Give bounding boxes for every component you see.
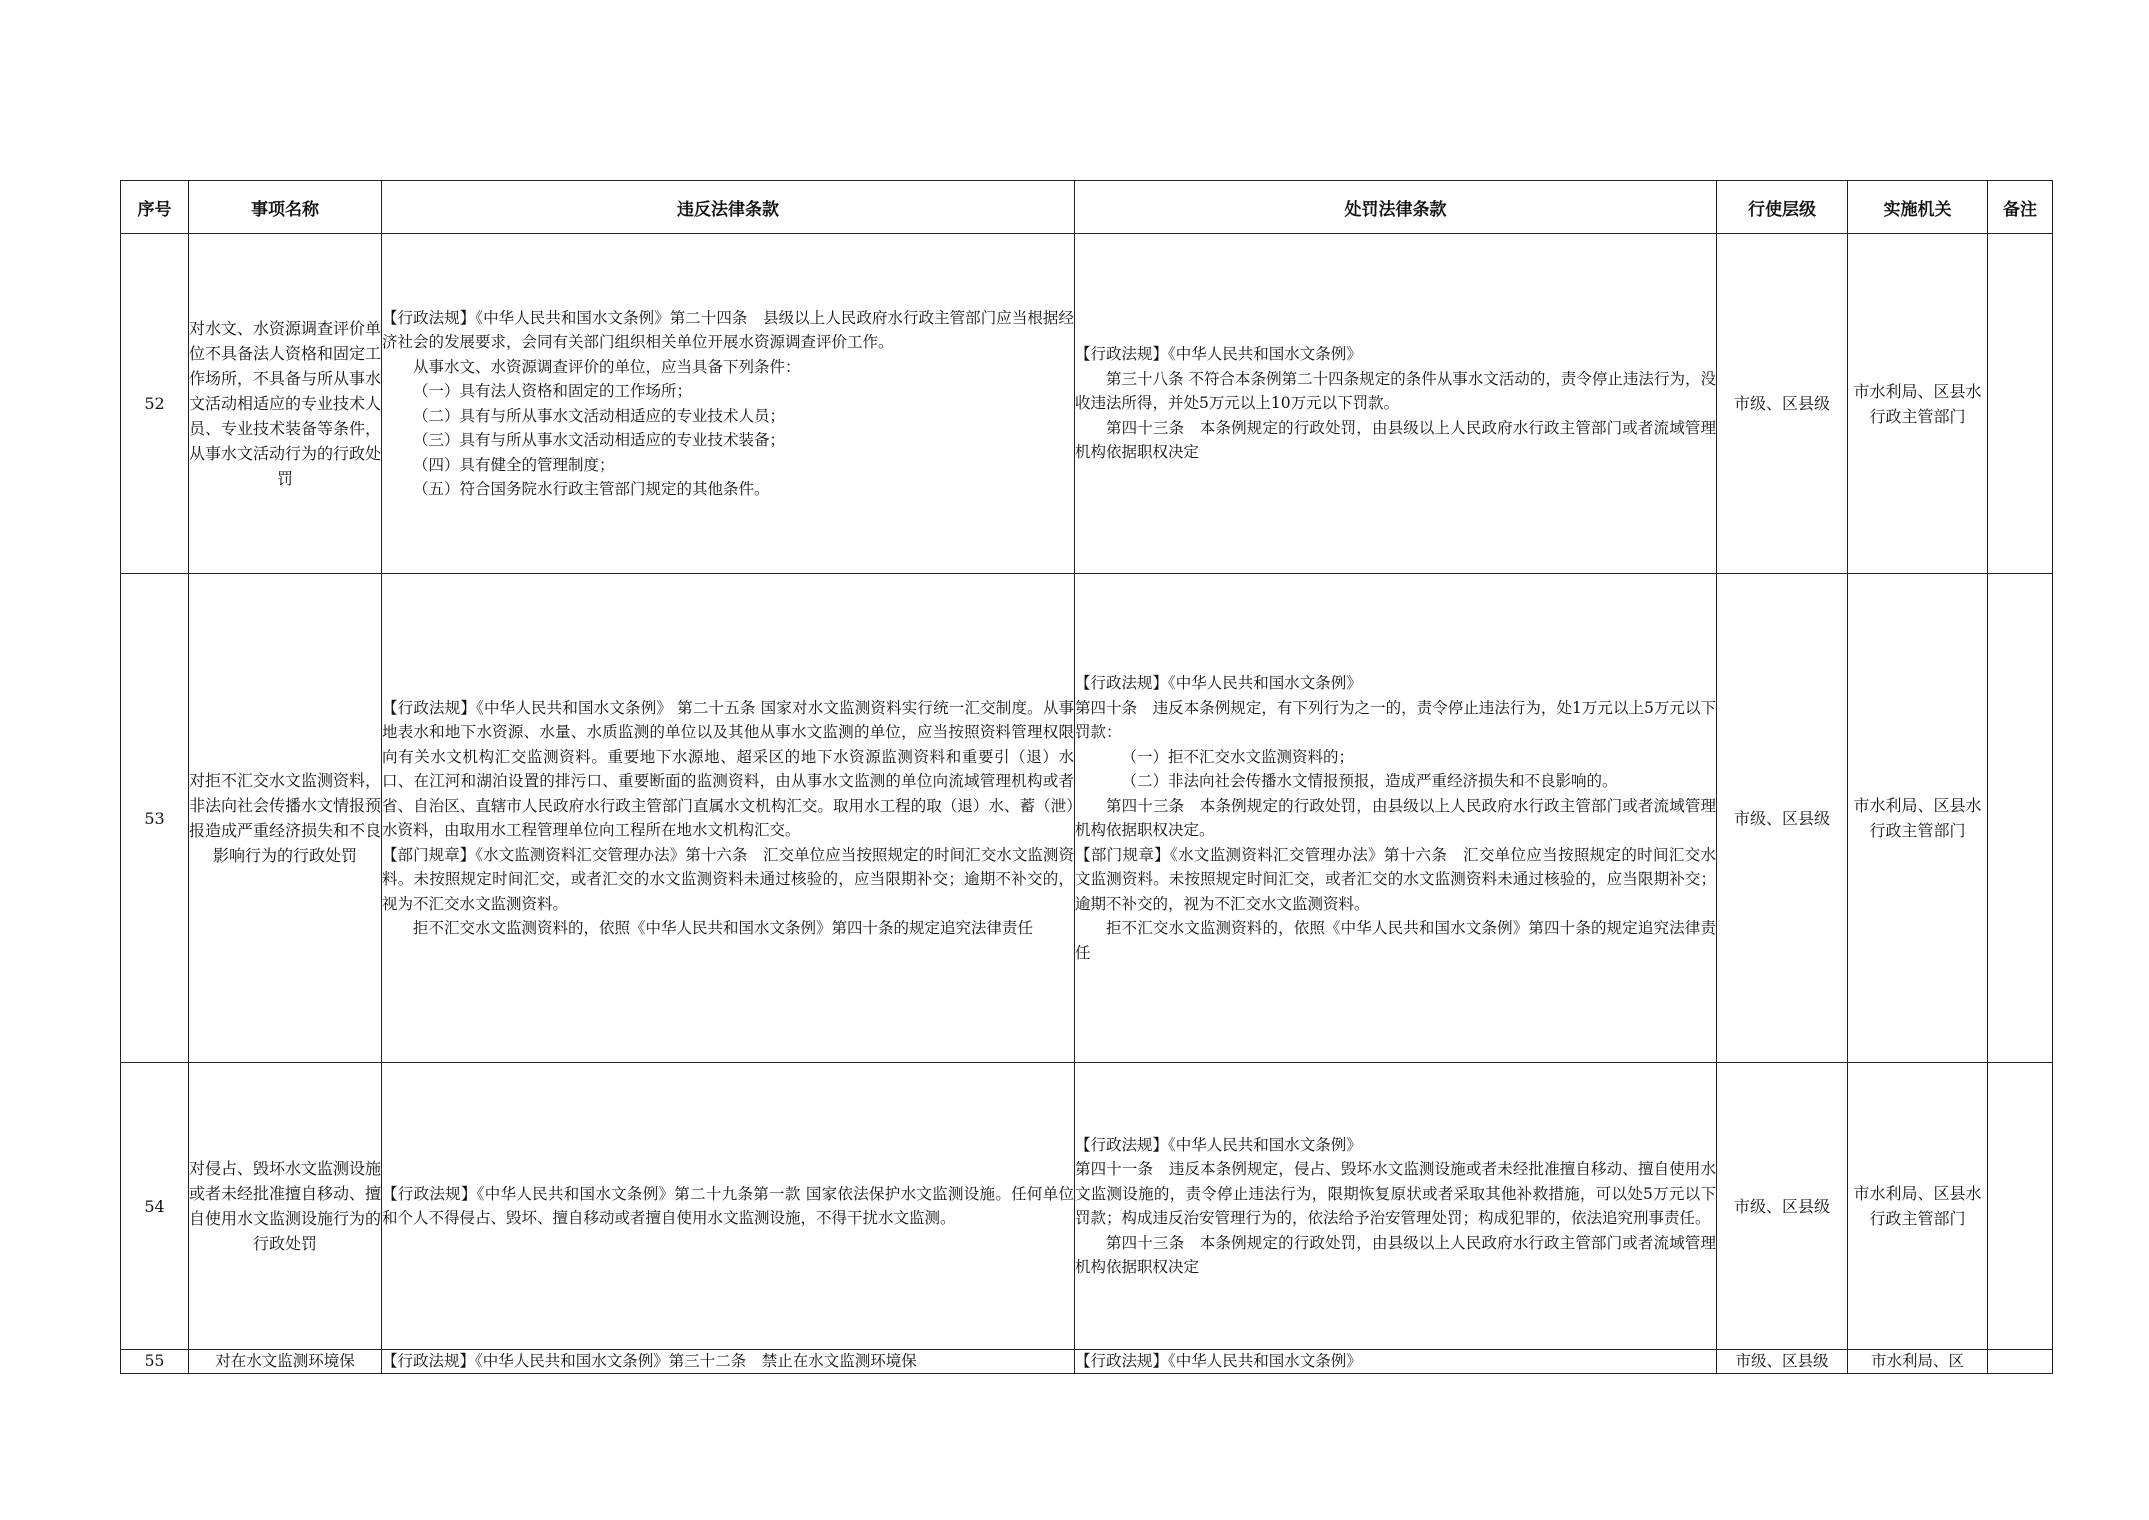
clause-paragraph: 第四十三条 本条例规定的行政处罚，由县级以上人民政府水行政主管部门或者流域管理机构依据职权决定。	[1075, 796, 1716, 839]
row-violation-clause	[382, 1063, 1075, 1350]
row-level: 市级、区县级	[1717, 1063, 1848, 1350]
penalty-table	[120, 180, 2053, 1374]
row-remark	[1988, 234, 2053, 574]
clause-paragraph: 【行政法规】《中华人民共和国水文条例》第二十九条第一款 国家依法保护水文监测设施。任何单位和个人不得侵占、毁坏、擅自移动或者擅自使用水文监测设施，不得干扰水文监测。	[382, 1184, 1074, 1227]
row-remark	[1988, 1063, 2053, 1350]
header-row	[121, 181, 2053, 234]
header-penalty: 处罚法律条款	[1075, 181, 1717, 234]
clause-paragraph: 拒不汇交水文监测资料的，依照《中华人民共和国水文条例》第四十条的规定追究法律责任	[413, 919, 1034, 937]
row-violation-clause	[382, 574, 1075, 1063]
clause-paragraph: 第四十三条 本条例规定的行政处罚，由县级以上人民政府水行政主管部门或者流域管理机构依据职权决定	[1075, 418, 1716, 462]
clause-paragraph: 【部门规章】《水文监测资料汇交管理办法》第十六条 汇交单位应当按照规定的时间汇交水文监测资料。未按照规定时间汇交，或者汇交的水文监测资料未通过核验的，应当限期补交；逾期不补交的，视为不汇交水文监测资料。	[382, 845, 1074, 913]
clause-paragraph: 【行政法规】《中华人民共和国水文条例》	[1075, 345, 1362, 364]
clause-paragraph: 【行政法规】《中华人民共和国水文条例》 第二十五条 国家对水文监测资料实行统一汇交制度。从事地表水和地下水资源、水量、水质监测的单位以及其他从事水文监测的单位，应当按照资料管理权限向有关水文机构汇交监测资料。重要地下水源地、超采区的地下水资源监测资料和重要引（退）水口、在江河和湖泊设置的排污口、重要断面的监测资料，由从事水文监测的单位向流域管理机构或者省、自治区、直辖市人民政府水行政主管部门直属水文机构汇交。取用水工程的取（退）水、蓄（泄）水资料，由取用水工程管理单位向工程所在地水文机构汇交。	[382, 698, 1074, 839]
header-violation: 违反法律条款	[382, 181, 1075, 234]
row-seq: 55	[121, 1350, 189, 1374]
row-seq: 52	[121, 234, 189, 574]
clause-paragraph: 第四十一条 违反本条例规定，侵占、毁坏水文监测设施或者未经批准擅自移动、擅自使用水文监测设施的，责令停止违法行为，限期恢复原状或者采取其他补救措施，可以处5万元以下罚款；构成违反治安管理行为的，依法给予治安管理处罚；构成犯罪的，依法追究刑事责任。	[1075, 1160, 1716, 1227]
row-penalty-clause	[1075, 234, 1717, 574]
row-item-name: 对在水文监测环境保	[189, 1350, 382, 1374]
row-agency: 市水利局、区县水行政主管部门	[1848, 574, 1988, 1063]
row-penalty-clause	[1075, 1063, 1717, 1350]
header-agency: 实施机关	[1848, 181, 1988, 234]
row-remark	[1988, 1350, 2053, 1374]
clause-paragraph: （一）具有法人资格和固定的工作场所；	[413, 382, 693, 400]
row-remark	[1988, 574, 2053, 1063]
row-agency: 市水利局、区县水行政主管部门	[1848, 234, 1988, 574]
row-agency: 市水利局、区县水行政主管部门	[1848, 1063, 1988, 1350]
header-seq: 序号	[121, 181, 189, 234]
clause-paragraph: （一）拒不汇交水文监测资料的；	[1121, 747, 1355, 766]
clause-paragraph: 第三十八条 不符合本条例第二十四条规定的条件从事水文活动的，责令停止违法行为，没收违法所得，并处5万元以上10万元以下罚款。	[1075, 369, 1716, 413]
clause-paragraph: （五）符合国务院水行政主管部门规定的其他条件。	[413, 480, 770, 498]
clause-paragraph: 【行政法规】《中华人民共和国水文条例》	[1075, 674, 1362, 692]
clause-paragraph: （二）具有与所从事水文活动相适应的专业技术人员；	[413, 406, 786, 425]
row-level: 市级、区县级	[1717, 1350, 1848, 1374]
clause-paragraph: 【部门规章】《水文监测资料汇交管理办法》第十六条 汇交单位应当按照规定的时间汇交水文监测资料。未按照规定时间汇交，或者汇交的水文监测资料未通过核验的，应当限期补交；逾期不补交的，视为不汇交水文监测资料。	[1075, 845, 1716, 913]
clause-paragraph: 从事水文、水资源调查评价的单位，应当具备下列条件：	[413, 357, 801, 376]
header-name: 事项名称	[189, 181, 382, 234]
row-seq: 53	[121, 574, 189, 1063]
row-item-name: 对拒不汇交水文监测资料，非法向社会传播水文情报预报造成严重经济损失和不良影响行为的行政处罚	[189, 574, 382, 1063]
clause-paragraph: 【行政法规】《中华人民共和国水文条例》	[1075, 1352, 1362, 1370]
clause-paragraph: 【行政法规】《中华人民共和国水文条例》	[1075, 1135, 1362, 1154]
table-row	[121, 1350, 2053, 1374]
row-level: 市级、区县级	[1717, 234, 1848, 574]
row-item-name: 对侵占、毁坏水文监测设施或者未经批准擅自移动、擅自使用水文监测设施行为的行政处罚	[189, 1063, 382, 1350]
header-remark: 备注	[1988, 181, 2053, 234]
row-violation-clause	[382, 234, 1075, 574]
row-item-name: 对水文、水资源调查评价单位不具备法人资格和固定工作场所，不具备与所从事水文活动相适应的专业技术人员、专业技术装备等条件，从事水文活动行为的行政处罚	[189, 234, 382, 574]
row-level: 市级、区县级	[1717, 574, 1848, 1063]
clause-paragraph: 【行政法规】《中华人民共和国水文条例》第二十四条 县级以上人民政府水行政主管部门应当根据经济社会的发展要求，会同有关部门组织相关单位开展水资源调查评价工作。	[382, 308, 1074, 351]
row-agency: 市水利局、区	[1848, 1350, 1988, 1374]
clause-paragraph: （二）非法向社会传播水文情报预报，造成严重经济损失和不良影响的。	[1121, 772, 1618, 790]
row-penalty-clause	[1075, 574, 1717, 1063]
clause-paragraph: （三）具有与所从事水文活动相适应的专业技术装备；	[413, 431, 786, 449]
table-row	[121, 234, 2053, 574]
clause-paragraph: 拒不汇交水文监测资料的，依照《中华人民共和国水文条例》第四十条的规定追究法律责任	[1075, 919, 1716, 962]
table-row	[121, 574, 2053, 1063]
clause-paragraph: 第四十条 违反本条例规定，有下列行为之一的，责令停止违法行为，处1万元以上5万元以下罚款：	[1075, 698, 1716, 741]
row-penalty-clause	[1075, 1350, 1717, 1374]
table-row	[121, 1063, 2053, 1350]
row-violation-clause	[382, 1350, 1075, 1374]
header-level: 行使层级	[1717, 181, 1848, 234]
clause-paragraph: 第四十三条 本条例规定的行政处罚，由县级以上人民政府水行政主管部门或者流域管理机构依据职权决定	[1075, 1233, 1716, 1276]
clause-paragraph: （四）具有健全的管理制度；	[413, 455, 615, 474]
clause-paragraph: 【行政法规】《中华人民共和国水文条例》第三十二条 禁止在水文监测环境保	[382, 1352, 917, 1370]
row-seq: 54	[121, 1063, 189, 1350]
